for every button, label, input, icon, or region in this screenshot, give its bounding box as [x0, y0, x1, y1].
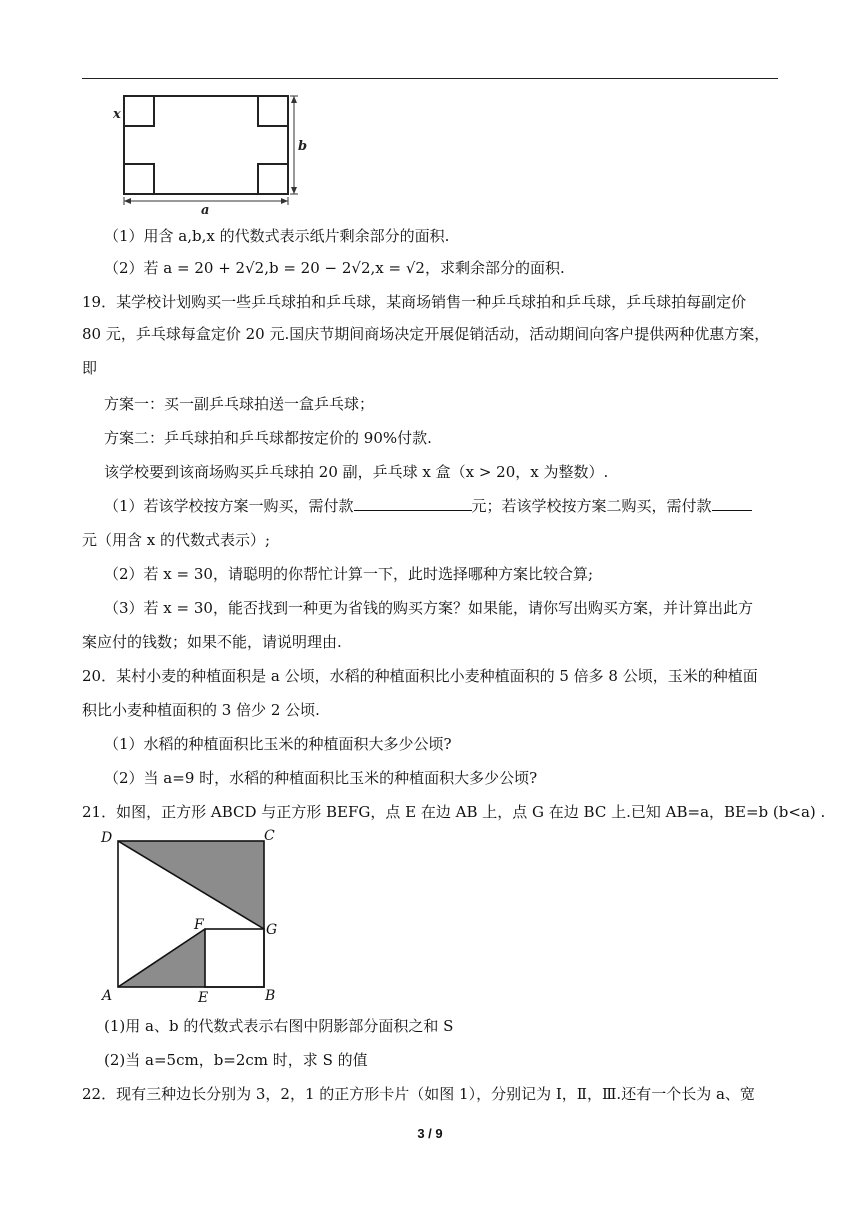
q22-stem: 22．现有三种边长分别为 3，2，1 的正方形卡片（如图 1），分别记为 Ⅰ，Ⅱ，Ⅲ.还有一个长为 a、宽 — [82, 1085, 755, 1103]
label-b: b — [298, 139, 308, 154]
q19-stem-line1: 19．某学校计划购买一些乒乓球拍和乒乓球，某商场销售一种乒乓球拍和乒乓球，乒乓球拍每副定价 — [82, 293, 747, 311]
q19-stem-line3: 即 — [82, 359, 98, 377]
q21-part2: (2)当 a=5cm，b=2cm 时，求 S 的值 — [104, 1051, 368, 1069]
page-number: 3 / 9 — [417, 1126, 443, 1141]
answer-blank-1[interactable] — [354, 496, 472, 511]
label-a: a — [201, 203, 210, 218]
label-D: D — [101, 830, 113, 846]
header-rule — [82, 78, 778, 79]
q19-part1-a: （1）若该学校按方案一购买，需付款 — [104, 497, 354, 515]
label-E: E — [198, 990, 209, 1006]
q18-part1: （1）用含 a,b,x 的代数式表示纸片剩余部分的面积. — [104, 227, 450, 245]
squares-figure — [96, 826, 286, 1008]
q19-stem-line2: 80 元，乒乓球每盒定价 20 元.国庆节期间商场决定开展促销活动，活动期间向客户提供两种优惠方案， — [82, 325, 770, 343]
answer-blank-2[interactable] — [712, 496, 752, 511]
q20-stem-line2: 积比小麦种植面积的 3 倍少 2 公顷. — [82, 701, 320, 719]
q18-part2: （2）若 a = 20 + 2√2,b = 20 − 2√2,x = √2，求剩余部分的面积. — [104, 259, 565, 277]
q19-requirement: 该学校要到该商场购买乒乓球拍 20 副，乒乓球 x 盒（x > 20，x 为整数）. — [104, 463, 609, 481]
q20-stem-line1: 20．某村小麦的种植面积是 a 公顷，水稻的种植面积比小麦种植面积的 5 倍多 8 公顷，玉米的种植面 — [82, 667, 758, 685]
q20-part2: （2）当 a=9 时，水稻的种植面积比玉米的种植面积大多少公顷? — [104, 769, 538, 787]
q19-part3-line1: （3）若 x = 30，能否找到一种更为省钱的购买方案？如果能，请你写出购买方案，并计算出此方 — [104, 599, 753, 617]
q19-part1-b: 元；若该学校按方案二购买，需付款 — [471, 497, 712, 515]
label-x: x — [113, 107, 121, 122]
q19-part3-line2: 案应付的钱数；如果不能，请说明理由. — [82, 633, 342, 651]
label-B: B — [265, 988, 276, 1004]
q20-part1: （1）水稻的种植面积比玉米的种植面积大多少公顷? — [104, 735, 452, 753]
q21-stem: 21．如图，正方形 ABCD 与正方形 BEFG，点 E 在边 AB 上，点 G 在边 BC 上.已知 AB=a，BE=b (b<a) . — [82, 803, 826, 821]
q19-part1-c: 元（用含 x 的代数式表示）; — [82, 531, 271, 549]
rectangle-cutout-figure — [110, 82, 308, 218]
q21-part1: (1)用 a、b 的代数式表示右图中阴影部分面积之和 S — [104, 1017, 454, 1035]
label-A: A — [102, 988, 113, 1004]
label-F: F — [194, 917, 204, 933]
q19-part1 — [104, 496, 752, 516]
label-C: C — [264, 828, 275, 844]
q19-part2: （2）若 x = 30，请聪明的你帮忙计算一下，此时选择哪种方案比较合算; — [104, 565, 594, 583]
q19-plan1: 方案一：买一副乒乓球拍送一盒乒乓球； — [104, 395, 375, 413]
q19-plan2: 方案二：乒乓球拍和乒乓球都按定价的 90%付款. — [104, 429, 432, 447]
label-G: G — [266, 922, 278, 938]
